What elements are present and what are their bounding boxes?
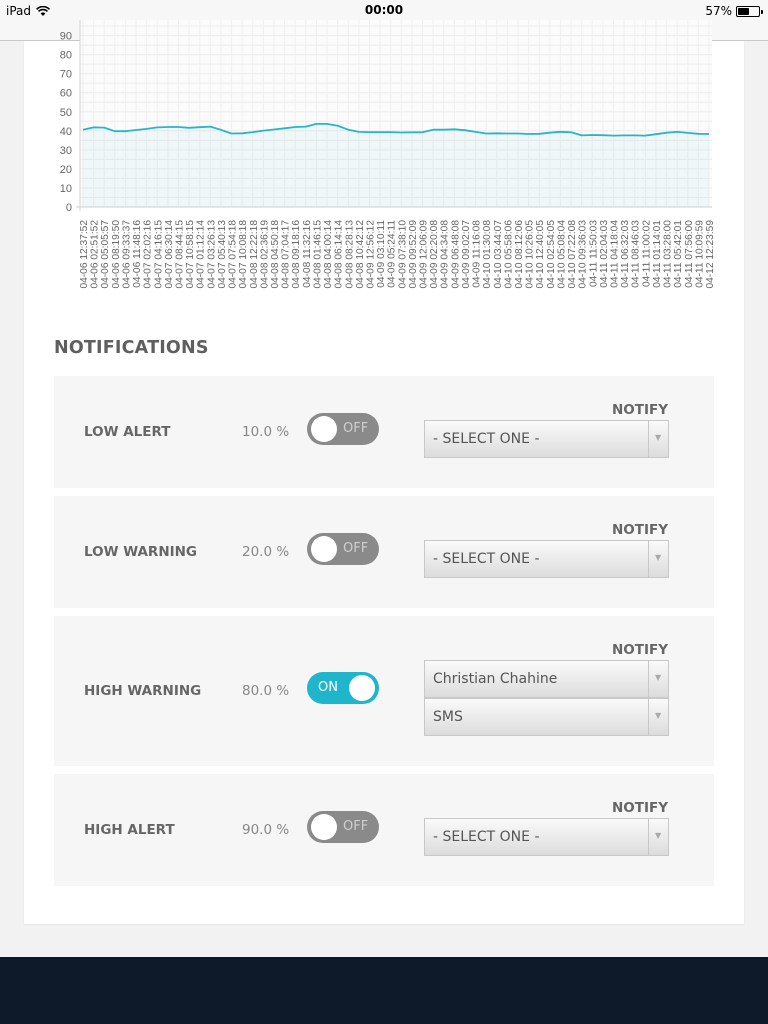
x-tick-label: 04-07 10:08:18 [238,219,250,289]
notification-row-high-warning [54,616,714,766]
x-tick-label: 04-07 06:30:14 [163,220,175,289]
y-tick-label: 0 [65,202,72,214]
x-tick-label: 04-10 10:26:05 [524,220,536,289]
x-tick-label: 04-11 10:09:59 [694,220,706,288]
y-tick-label: 20 [59,163,72,176]
x-tick-label: 04-07 01:12:14 [195,219,207,289]
threshold-label: LOW WARNING [84,544,198,560]
x-tick-label: 04-10 02:54:05 [545,220,557,289]
high-warning-contact-select[interactable] [424,660,669,698]
x-tick-label: 04-06 08:19:50 [110,220,122,289]
toggle-knob [311,416,337,442]
x-tick-label: 04-11 01:14:01 [651,220,663,288]
x-tick-label: 04-08 01:46:15 [312,220,324,289]
x-tick-label: 04-10 01:30:08 [482,219,494,289]
chevron-down-icon: ▼ [655,673,662,682]
y-tick-label: 60 [59,87,72,100]
x-tick-label: 04-09 03:10:11 [376,220,388,288]
notify-label: NOTIFY [611,522,668,538]
x-tick-label: 04-06 12:37:52 [79,220,90,289]
chevron-down-icon: ▼ [655,553,662,562]
x-tick-label: 04-07 08:44:15 [174,220,186,289]
x-tick-label: 04-06 09:33:37 [121,220,133,289]
notify-label: NOTIFY [611,800,668,816]
threshold-value: 10.0 % [242,424,290,440]
x-tick-label: 04-07 03:26:13 [206,219,218,289]
x-tick-label: 04-10 12:40:05 [535,220,547,289]
notifications-title: NOTIFICATIONS [54,338,209,358]
x-tick-label: 04-07 10:58:15 [185,219,197,289]
x-tick-label: 04-08 08:28:13 [344,220,356,289]
x-tick-label: 04-09 11:16:08 [471,220,483,288]
x-tick-label: 04-08 10:42:12 [354,220,366,289]
x-tick-label: 04-09 02:20:08 [429,220,441,289]
select-value: - SELECT ONE - [433,829,540,845]
chevron-down-icon: ▼ [655,711,662,720]
high-alert-toggle[interactable] [307,811,379,843]
x-tick-label: 04-09 09:02:07 [460,219,472,289]
battery-percent: 57% [705,4,732,18]
x-tick-label: 04-11 08:46:03 [630,220,642,288]
toggle-state: OFF [343,819,369,834]
x-tick-label: 04-07 02:02:16 [142,220,154,289]
high-alert-notify-select[interactable] [424,818,669,856]
x-tick-label: 04-08 04:00:14 [323,220,335,289]
notification-row-low-alert [54,376,714,488]
toggle-state: OFF [343,421,369,436]
x-tick-label: 04-09 04:34:08 [439,219,451,289]
y-tick-label: 70 [59,68,72,81]
x-tick-label: 04-07 04:16:15 [153,220,165,289]
x-tick-label: 04-08 11:32:16 [301,220,313,288]
notification-row-low-warning [54,496,714,608]
low-warning-notify-select[interactable] [424,540,669,578]
chevron-down-icon: ▼ [655,831,662,840]
threshold-label: HIGH ALERT [84,822,175,838]
notification-row-high-alert [54,774,714,886]
level-chart [0,0,768,310]
x-tick-label: 04-11 04:18:04 [609,220,621,288]
x-tick-label: 04-08 06:14:14 [333,220,345,289]
x-tick-label: 04-11 07:56:00 [683,220,695,288]
select-value: SMS [433,709,463,725]
device-name: iPad [6,4,32,18]
x-tick-label: 04-09 07:38:10 [397,220,409,289]
x-tick-label: 04-11 11:00:02 [641,220,653,288]
low-warning-toggle[interactable] [307,533,379,565]
threshold-value: 80.0 % [242,683,290,699]
select-value: Christian Chahine [433,671,558,687]
notify-label: NOTIFY [611,642,668,658]
x-tick-label: 04-09 06:48:08 [450,220,462,289]
x-tick-label: 04-11 03:28:00 [662,220,674,288]
x-tick-label: 04-10 05:58:06 [503,219,515,289]
dropdown-arrow [648,421,668,457]
x-tick-label: 04-08 02:36:19 [259,220,271,289]
y-tick-label: 90 [59,30,72,43]
x-tick-label: 04-10 09:36:03 [577,220,589,289]
x-tick-label: 04-10 07:22:08 [567,220,579,289]
toggle-knob [311,814,337,840]
dropdown-arrow [648,699,668,735]
x-tick-label: 04-08 09:18:16 [291,220,303,289]
x-tick-label: 04-06 11:48:16 [132,220,144,288]
low-alert-toggle[interactable] [307,413,379,445]
x-tick-label: 04-10 08:12:06 [514,220,526,289]
x-tick-label: 04-10 03:44:07 [492,220,504,289]
dropdown-arrow [648,541,668,577]
x-tick-label: 04-07 05:40:13 [216,219,228,289]
x-tick-label: 04-08 12:22:18 [248,220,260,289]
x-tick-label: 04-06 02:51:52 [89,220,101,289]
chevron-down-icon: ▼ [655,433,662,442]
x-tick-label: 04-12 12:23:59 [705,220,716,289]
x-tick-label: 04-11 02:04:03 [598,220,610,288]
y-tick-label: 30 [59,144,72,157]
y-tick-label: 40 [59,125,72,138]
low-alert-notify-select[interactable] [424,420,669,458]
dropdown-arrow [648,819,668,855]
x-tick-label: 04-11 06:32:03 [620,220,632,288]
x-tick-label: 04-11 11:50:03 [588,220,600,288]
notify-label: NOTIFY [611,402,668,418]
toggle-state: ON [318,680,338,695]
y-tick-label: 80 [59,49,72,62]
threshold-label: HIGH WARNING [84,683,202,699]
page-footer [0,957,768,1024]
threshold-value: 90.0 % [242,822,290,838]
threshold-label: LOW ALERT [84,424,171,440]
high-warning-method-select[interactable] [424,698,669,736]
x-tick-label: 04-08 07:04:17 [280,220,292,289]
x-tick-label: 04-09 12:06:09 [418,220,430,289]
x-tick-label: 04-09 09:52:09 [407,220,419,289]
x-tick-label: 04-10 05:08:04 [556,220,568,289]
select-value: - SELECT ONE - [433,551,540,567]
x-tick-label: 04-11 05:42:01 [673,220,685,288]
dropdown-arrow [648,661,668,697]
x-tick-label: 04-06 05:05:57 [100,220,112,289]
toggle-state: OFF [343,541,369,556]
x-tick-label: 04-09 12:56:12 [365,220,377,289]
y-tick-label: 50 [59,106,72,119]
x-tick-label: 04-08 04:50:18 [269,220,281,289]
x-tick-label: 04-09 05:24:11 [386,220,398,288]
toggle-knob [311,536,337,562]
threshold-value: 20.0 % [242,544,290,560]
clock: 00:00 [364,3,404,17]
select-value: - SELECT ONE - [433,431,540,447]
x-tick-label: 04-07 07:54:18 [227,219,239,289]
y-tick-label: 10 [59,182,72,195]
toggle-knob [349,675,375,701]
high-warning-toggle[interactable] [307,672,379,704]
